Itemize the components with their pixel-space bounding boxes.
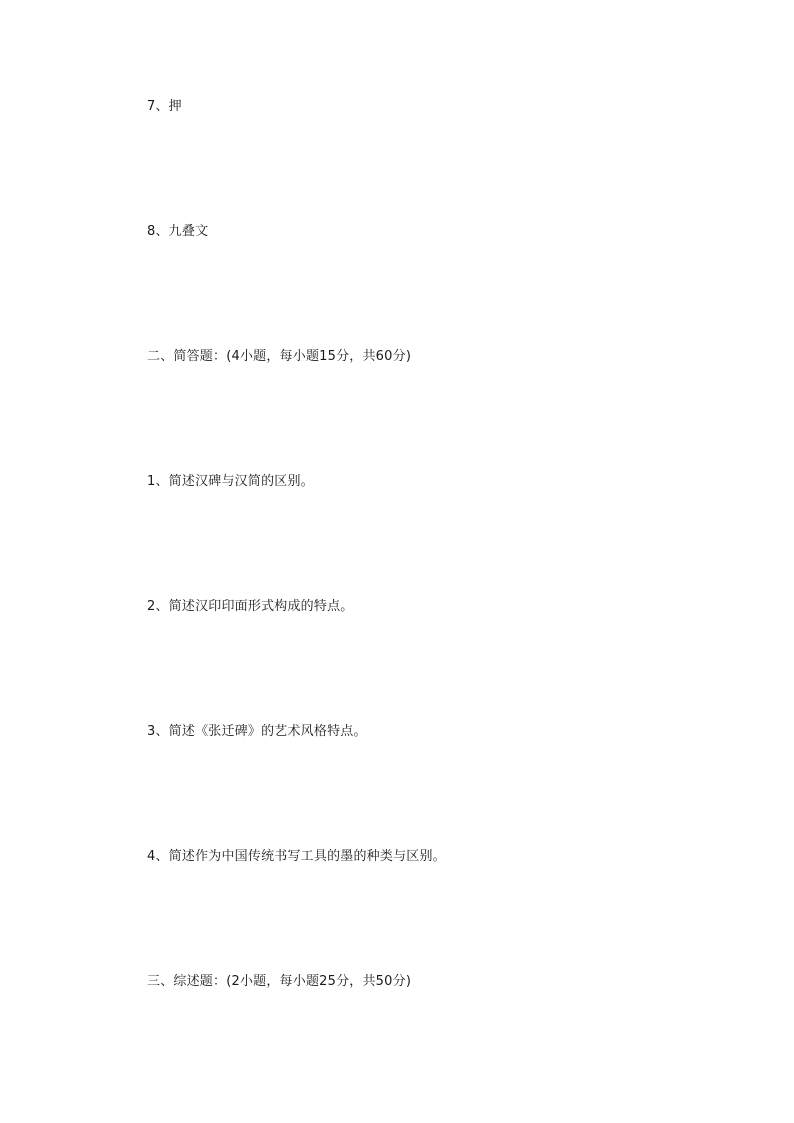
question-2: 2、简述汉印印面形式构成的特点。 bbox=[147, 599, 354, 614]
question-4: 4、简述作为中国传统书写工具的墨的种类与区别。 bbox=[147, 849, 446, 864]
section-heading-short-answer: 二、简答题：(4小题，每小题15分，共60分) bbox=[147, 349, 412, 364]
question-1: 1、简述汉碑与汉简的区别。 bbox=[147, 474, 314, 489]
term-item-7: 7、押 bbox=[147, 99, 182, 114]
term-item-8: 8、九叠文 bbox=[147, 224, 209, 239]
question-3: 3、简述《张迁碑》的艺术风格特点。 bbox=[147, 724, 367, 739]
section-heading-essay: 三、综述题：(2小题，每小题25分，共50分) bbox=[147, 974, 412, 989]
